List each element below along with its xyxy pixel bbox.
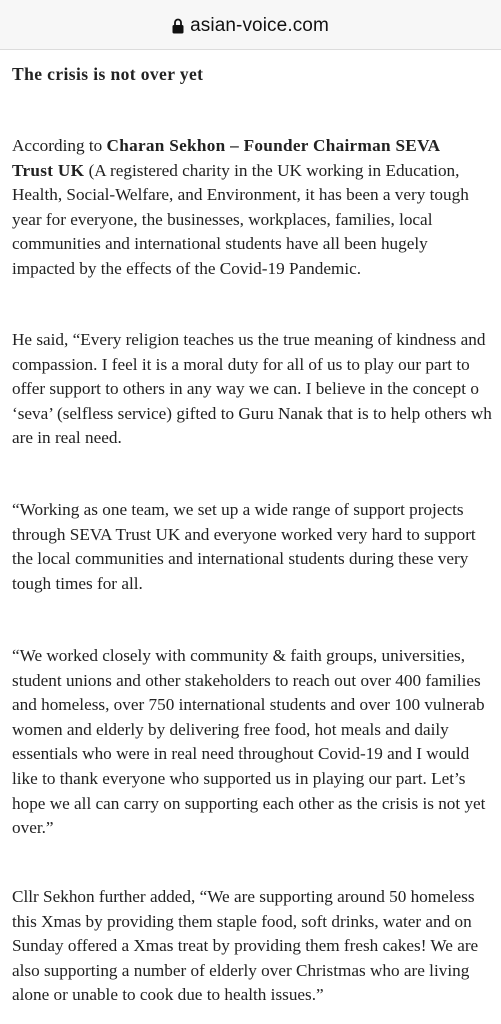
article-paragraph [12, 498, 476, 596]
paragraph-line [12, 159, 469, 184]
lock-icon [172, 18, 184, 34]
paragraph-line: communities and international students have all been hugely [12, 234, 428, 254]
paragraph-line: impacted by the effects of the Covid-19 Pandemic. [12, 258, 362, 278]
paragraph-line: essentials who were in real need throughout Covid-19 and I would [12, 744, 470, 764]
paragraph-line: tough times for all. [12, 573, 143, 593]
url-display[interactable] [172, 15, 329, 37]
paragraph-line [12, 134, 469, 159]
line-text: (A registered charity in the UK working in Education, [84, 160, 460, 180]
paragraph-line: and homeless, over 750 international students and over 100 vulnerab [12, 695, 485, 715]
paragraph-line: “Working as one team, we set up a wide range of support projects [12, 500, 464, 519]
paragraph-line: like to thank everyone who supported us in playing our part. Let’s [12, 768, 466, 788]
paragraph-line: compassion. I feel it is a moral duty for all of us to play our part to [12, 354, 470, 374]
paragraph-line: offer support to others in any way we can. I believe in the concept o [12, 379, 479, 399]
paragraph-line: “We worked closely with community & faith groups, universities, [12, 646, 466, 665]
paragraph-line: women and elderly by delivering free food, hot meals and daily [12, 719, 449, 739]
paragraph-line: year for everyone, the businesses, workplaces, families, local [12, 209, 433, 229]
paragraph-line: alone or unable to cook due to health issues.” [12, 985, 324, 1005]
browser-address-bar[interactable] [0, 0, 501, 50]
founder-name: Charan Sekhon – Founder Chairman SEVA [106, 136, 441, 155]
paragraph-line: over.” [12, 818, 54, 838]
article-paragraph [12, 328, 492, 451]
paragraph-line: Health, Social-Welfare, and Environment, it has been a very tough [12, 185, 469, 205]
paragraph-line: through SEVA Trust UK and everyone worked very hard to support [12, 524, 476, 544]
paragraph-line: hope we all can carry on supporting each other as the crisis is not yet [12, 793, 486, 813]
paragraph-line: also supporting a number of elderly over Christmas who are living [12, 960, 470, 980]
article-paragraph [12, 885, 478, 1008]
url-text: asian-voice.com [190, 14, 329, 36]
paragraph-line: Sunday offered a Xmas treat by providing them fresh cakes! We are [12, 936, 479, 956]
paragraph-line: the local communities and international students during these very [12, 549, 469, 569]
organization-name: Trust UK [12, 160, 85, 180]
paragraph-line: Cllr Sekhon further added, “We are supporting around 50 homeless [12, 887, 475, 906]
paragraph-line: this Xmas by providing them staple food, soft drinks, water and on [12, 911, 472, 931]
paragraph-line: ‘seva’ (selfless service) gifted to Guru Nanak that is to help others wh [12, 403, 492, 423]
line-text: According to [12, 136, 107, 155]
article-paragraph [12, 134, 469, 282]
paragraph-line: are in real need. [12, 428, 122, 448]
paragraph-line: He said, “Every religion teaches us the true meaning of kindness and [12, 330, 486, 349]
article-headline: The crisis is not over yet [12, 64, 204, 84]
paragraph-line: student unions and other stakeholders to reach out over 400 families [12, 670, 481, 690]
article-paragraph [12, 644, 485, 841]
